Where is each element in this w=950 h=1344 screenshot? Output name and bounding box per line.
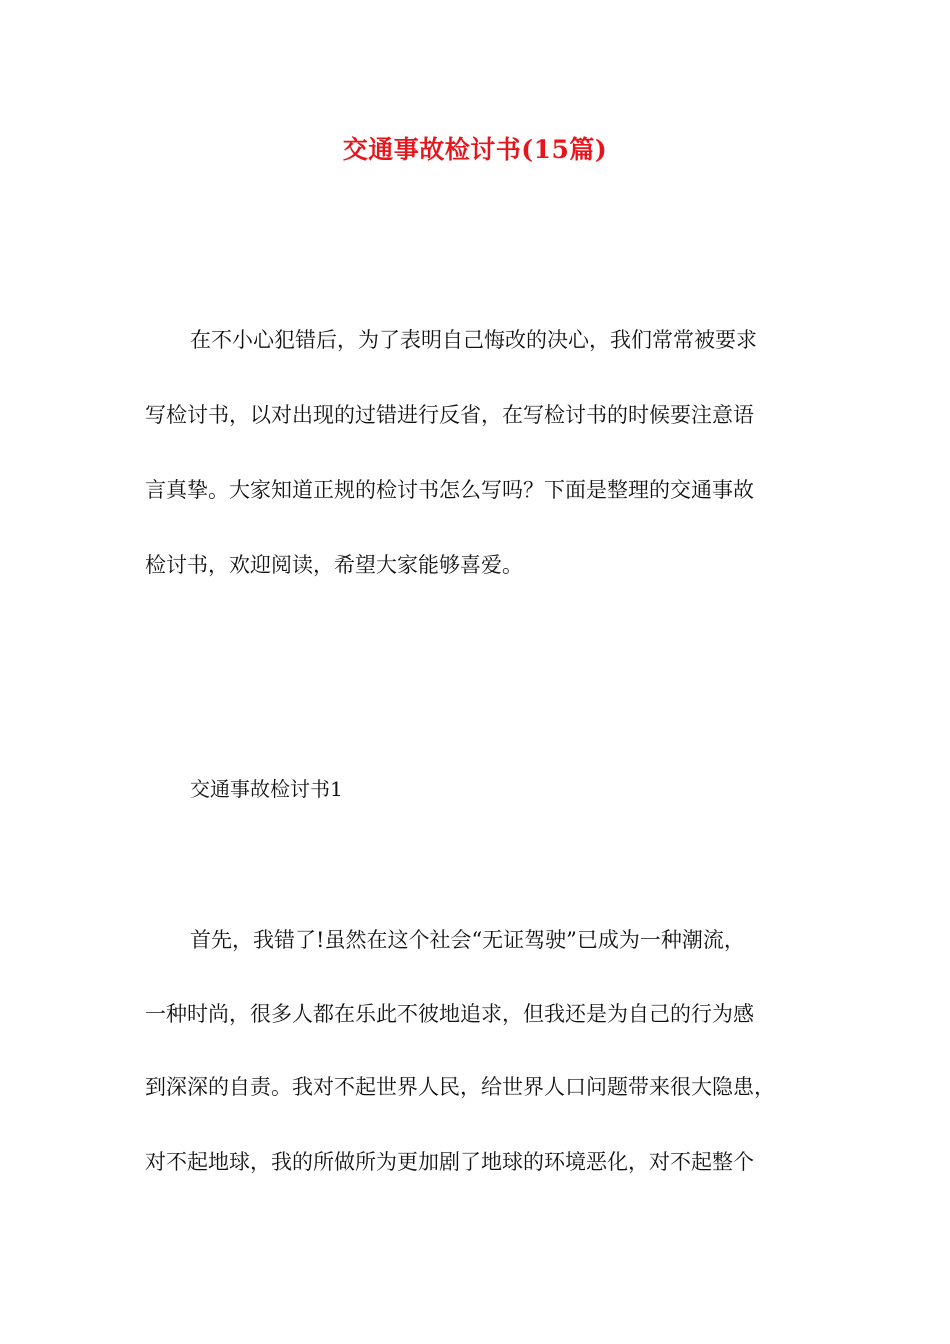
section-heading: 交通事故检讨书1 bbox=[190, 777, 343, 801]
intro-line-4: 检讨书，欢迎阅读，希望大家能够喜爱。 bbox=[145, 553, 523, 577]
document-title: 交通事故检讨书(15篇) bbox=[342, 135, 608, 164]
intro-line-1: 在不小心犯错后，为了表明自己悔改的决心，我们常常被要求 bbox=[190, 328, 757, 352]
intro-line-3: 言真挚。大家知道正规的检讨书怎么写吗？下面是整理的交通事故 bbox=[145, 478, 754, 502]
body-line-3: 到深深的自责。我对不起世界人民，给世界人口问题带来很大隐患， bbox=[145, 1075, 775, 1099]
body-line-2: 一种时尚，很多人都在乐此不彼地追求，但我还是为自己的行为感 bbox=[145, 1002, 754, 1026]
intro-line-2: 写检讨书，以对出现的过错进行反省，在写检讨书的时候要注意语 bbox=[145, 403, 754, 427]
body-line-4: 对不起地球，我的所做所为更加剧了地球的环境恶化，对不起整个 bbox=[145, 1150, 754, 1174]
body-line-1: 首先，我错了!虽然在这个社会“无证驾驶”已成为一种潮流， bbox=[190, 928, 745, 952]
